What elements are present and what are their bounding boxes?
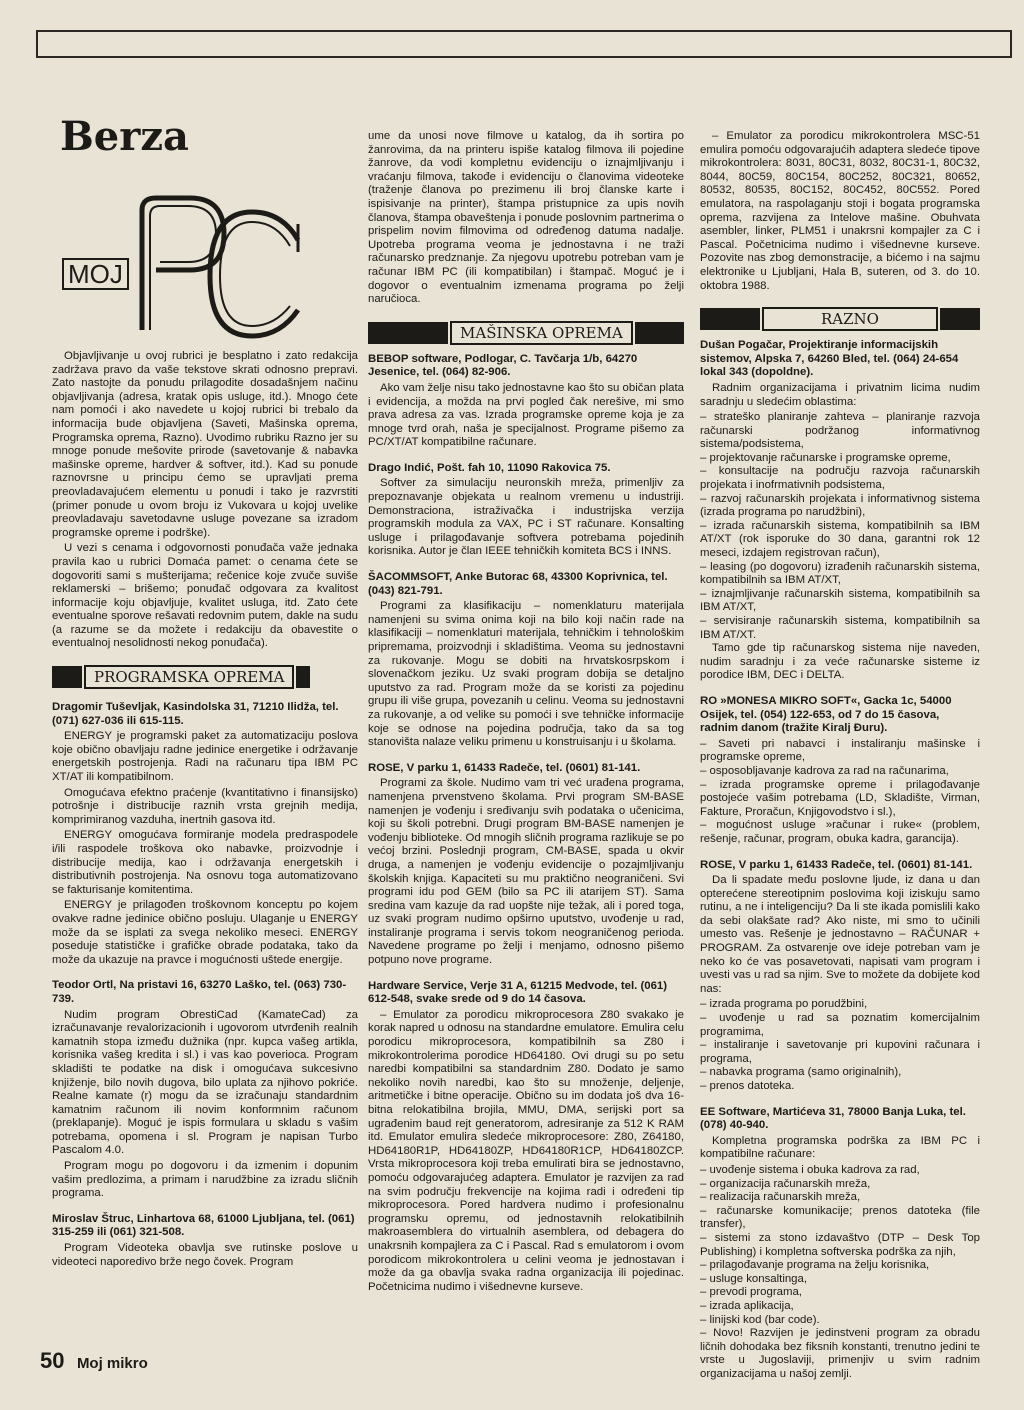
ad-heading-bebop: BEBOP software, Podlogar, C. Tavčarja 1/b, 64270 Jesenice, tel. (064) 82-906. (368, 352, 638, 379)
ad-text: ENERGY je programski paket za automatizaciju poslova koje obično obavljaju radne jedinice energetike i održavanje energetskih postrojenja. Radi na računaru tipa IBM PC XT/AT ili kompatibilnom. (52, 730, 358, 784)
list-item: – osposobljavanje kadrova za rad na računarima, (700, 765, 980, 779)
ad-heading-sacommsoft: ŠACOMMSOFT, Anke Butorac 68, 43300 Koprivnica, tel. (043) 821-791. (368, 571, 668, 597)
service-list (700, 998, 980, 1093)
section-title: PROGRAMSKA OPREMA (84, 665, 294, 689)
list-item: – organizacija računarskih mreža, (700, 1178, 980, 1192)
ad-text: Kompletna programska podrška za IBM PC i kompatibilne računare: (700, 1134, 980, 1161)
ad-text: Tamo gde tip računarskog sistema nije naveden, nudim saradnju i za veće računarske sisteme iz porodice IBM, DEC i DELTA. (700, 642, 980, 682)
ad-text: Nudim program ObrestiCad (KamateCad) za izračunavanje revalorizacionih i ugovorom utvrđenih realnih kamatnih stopa između dužnika (npr. kupca vašeg artikla, korisnika vašeg kredita i sl.) i vas kao poverioca. Program skladišti te podatke na disk i omogućava sukcesivno knjiženje, bilo novih dugova, bilo uplata za njihovo pokriće. Realne kamate (r) mogu da se izračunaju standardnim kamatnim računom ili novim konformnim računom (preklapanje). Moguć je ispis formulara u skladu s vašim potrebama, opomena i sl. Program je napisan Turbo Pascalom 4.0. (52, 1008, 358, 1157)
ad-text: Radnim organizacijama i privatnim licima nudim saradnju u sledećim oblastima: (700, 381, 980, 408)
ad-text: ENERGY omogućava formiranje modela predraspodele i/ili raspodele troškova oko nabavke, proizvodnje i distribucije medija, kao i održavanja energetskih i distributivnih postrojenja. Na osnovu toga automatizovano se fakturisanje komitentima. (52, 829, 358, 896)
list-item: – projektovanje računarske i programske opreme, (700, 452, 980, 466)
ad-text: Program Videoteka obavlja sve rutinske poslove u videoteci naporedivo brže nego čovek. Program (52, 1242, 358, 1268)
list-item: – nabavka programa (samo originalnih), (700, 1066, 980, 1080)
service-list (700, 411, 980, 642)
list-item: – računarske komunikacije; prenos datoteka (file transfer), (700, 1205, 980, 1232)
column-3 (700, 130, 980, 1381)
page-number: 50 (40, 1348, 65, 1373)
intro-paragraph-2: U vezi s cenama i odgovornosti ponuđača važe jednaka pravila kao u rubrici Domaća pamet: o cenama ćete se dogovoriti sami s mušterijama; rečenice koje zvuče suviše reklamerski – brišemo; ponuđač odgovara za kvalitost informacije koju objavljuje, kvalitet usluga, itd. Zato ćete eventualne sporove rešavati redovnim putem, dakle na sudu (a razume se da možete i redakciju da obavestite o eventualnoj nesolidnosti nekog ponuđača). (52, 542, 358, 650)
list-item: – Saveti pri nabavci i instaliranju mašinske i programske opreme, (700, 738, 980, 765)
continued-text: – Emulator za porodicu mikrokontrolera MSC-51 emulira pomoću odgovarajućih adaptera sledeće tipove mikrokontrolera: 8031, 80C31, 8032, 80C31-1, 80C32, 8044, 80C59, 80C154, 80C252, 80C321, 80652, 80532, 80535, 80C152, 80C452, 80C552. Pored emulatora, na raspolaganju stoji i bogata programska oprema, razvijena za Intelove mašine. Obuhvata asembler, linker, PLM51 i unakrsni kompajler za C i Pascal. Početnicima nudimo i višednevne kurseve. Pozovite nas zbog demonstracije, a bićemo i na sajmu elektronike u Ljubljani, Hala B, suteren, od 3. do 10. oktobra 1988. (700, 130, 980, 292)
list-item: – uvođenje sistema i obuka kadrova za rad, (700, 1164, 980, 1178)
list-item: – sistemi za stono izdavaštvo (DTP – Desk Top Publishing) i kompletna softverska podrška za njih, (700, 1232, 980, 1259)
list-item: – izrada programske opreme i prilagođavanje postojeće vašim potrebama (LD, Skladište, Virman, Fakture, Proračun, Knjigovodstvo i sl.), (700, 779, 980, 820)
ad-text: Programi za klasifikaciju – nomenklaturu materijala namenjeni su svima onima koji na bilo koji način rade na klasifikaciji – nomenklaturi materijala, tehničkim i tehnološkim pripremama, proizvodnji i skladištima. Veoma su jednostavni za rukovanje. Mogu se dobiti na hrvatskosrpskom i slovenačkom jeziku. Uz svaki program dobija se detaljno uputstvo za rad. Program može da se koristi za pojedinu grupu ili više grupa, povezanih u celinu. Veoma su jednostavni za rukovanje, a od velike su pomoći i sve tehničke informacije koje se odnose na pojedina područja, tako da sa tog stanovišta nalaze veliku primenu u konstruisanju i u školama. (368, 600, 684, 749)
column-2 (368, 130, 684, 1296)
ad-heading-rose-2: ROSE, V parku 1, 61433 Radeče, tel. (0601) 81-141. (700, 858, 973, 871)
section-title: MAŠINSKA OPREMA (450, 321, 633, 345)
list-item: – linijski kod (bar code). (700, 1314, 980, 1328)
ad-heading-indic: Drago Indić, Pošt. fah 10, 11090 Rakovica 75. (368, 461, 611, 474)
ad-text: Da li spadate među poslovne ljude, iz dana u dan opterećene stereotipnim poslovima koji iziskuju samo rutinu, a ne i inteligenciju? Da li ste ikada pomislili kako da sebi olakšate rad? Ako niste, mi smo to učinili umesto vas. Rešenje je jednostavno – RAČUNAR + PROGRAM. Za ostvarenje ove ideje potreban vam je neko ko će vas posavetovati, napisati vam program i uvesti vas u rad sa njim. Sve to možete da dobijete kod nas: (700, 874, 980, 995)
list-item: – uvođenje u rad sa poznatim komercijalnim programima, (700, 1012, 980, 1039)
list-item: – konsultacije na području razvoja računarskih projekata i inofrmativnih podsistema, (700, 465, 980, 492)
pc-logo-icon (112, 190, 312, 340)
list-item: – izrada računarskih sistema, kompatibilnih sa IBM AT/XT (rok isporuke do 30 dana, garantni rok 12 meseci, izdajem registrovan račun), (700, 520, 980, 561)
ad-text: Program mogu po dogovoru i da izmenim i dopunim vašim predlozima, a primam i narudžbine za izradu sličnih programa. (52, 1160, 358, 1200)
logo-moj: MOJ (62, 258, 129, 290)
ad-text: Ako vam želje nisu tako jednostavne kao što su običan plata i evidencija, a možda na prvi pogled čak nerešive, mi smo prava adresa za vas. Izrada programske opreme koja je za mnoge tvrd orah, naša je specijalnost. Programe pišemo za PC/XT/AT kompatibilne računare. (368, 381, 684, 449)
list-item: – izrada programa po porudžbini, (700, 998, 980, 1012)
list-item: – Novo! Razvijen je jedinstveni program za obradu ličnih dohodaka bez fiksnih konstanti, trenutno jedini te vrste u Jugoslaviji, primenjiv u svim radnim organizacijama u našoj zemlji. (700, 1327, 980, 1381)
list-item: – leasing (po dogovoru) izrađenih računarskih sistema, kompatibilnih sa IBM AT/XT, (700, 561, 980, 588)
section-title: RAZNO (762, 307, 938, 331)
ad-heading-hardware-service: Hardware Service, Verje 31 A, 61215 Medvode, tel. (061) 612-548, svake srede od 9 do 14 časova. (368, 979, 668, 1006)
ad-heading-pogacar: Dušan Pogačar, Projektiranje informacijskih sistemov, Alpska 7, 64260 Bled, tel. (064) 24-654 lokal 343 (dopoldne). (700, 339, 959, 379)
list-item: – mogućnost usluge »računar i ruke« (problem, rešenje, računar, program, obuka kadra, garancija). (700, 819, 980, 846)
ad-text: Omogućava efektno praćenje (kvantitativno i finansijsko) potrošnje i distribucije raznih vrsta grejnih medija, komprimiranog vazduha, inertnih gasova itd. (52, 786, 358, 826)
section-header-masinska-oprema (368, 321, 684, 345)
list-item: – prilagođavanje programa na želju korisnika, (700, 1259, 980, 1273)
top-frame (36, 30, 1012, 58)
ad-text: Programi za škole. Nudimo vam tri već urađena programa, namenjena prvenstveno školama. Prvi program SM-BASE namenjen je vođenju i sređivanju svih podataka o učenicima, koji su školi potrebni. Drugi program BM-BASE namenjen je vođenju biblioteke. Od mnogih sličnih programa razlikuje se po većoj brzini. Poslednji program, CM-BASE, spada u okvir druga, a namenjen je vođenju evidencije o pozajmljivanju školskih knjiga. Kapaciteti su mu praktično neograničeni. Svi programi idu pod GEM (bilo sa PC ili atarijem ST). Sama sredina vam kazuje da rad uopšte nije težak, ali i pored toga, uz svaki program nudimo opširno uputstvo, uvođenje u rad, instaliranje programa i servis tokom neograničenog perioda. Navedene programe po želji i menjamo, odnosno pišemo potpuno nove programe. (368, 777, 684, 967)
page-footer (40, 1348, 148, 1374)
service-list (700, 1164, 980, 1382)
list-item: – usluge konsaltinga, (700, 1273, 980, 1287)
ad-heading-ee-software: EE Software, Martićeva 31, 78000 Banja Luka, tel. (078) 40-940. (700, 1105, 966, 1132)
logo-berza: Berza (60, 113, 189, 160)
list-item: – prevodi programa, (700, 1286, 980, 1300)
list-item: – iznajmljivanje računarskih sistema, kompatibilnih sa IBM AT/XT, (700, 588, 980, 615)
list-item: – servisiranje računarskih sistema, kompatibilnih sa IBM AT/XT. (700, 615, 980, 642)
list-item: – izrada aplikacija, (700, 1300, 980, 1314)
list-item: – strateško planiranje zahteva – planiranje razvoja računarski podržanog informativnog sistema/podsistema, (700, 411, 980, 452)
ad-heading-tusevljak: Dragomir Tuševljak, Kasindolska 31, 71210 Ilidža, tel. (071) 627-036 ili 615-115. (52, 701, 339, 727)
service-list (700, 738, 980, 847)
list-item: – instaliranje i savetovanje pri kupovini računara i programa, (700, 1039, 980, 1066)
section-header-programska-oprema (52, 665, 358, 689)
ad-heading-rose: ROSE, V parku 1, 61433 Radeče, tel. (0601) 81-141. (368, 761, 641, 774)
ad-heading-monesa: RO »MONESA MIKRO SOFT«, Gacka 1c, 54000 Osijek, tel. (054) 122-653, od 7 do 15 časova, radnim danom (tražite Kiralj Đuru). (700, 694, 952, 735)
ad-text: ENERGY je prilagođen troškovnom konceptu po kojem ovakve radne jedinice obično posluju. Ulaganje u ENERGY može da se isplati za svega nekoliko meseci. ENERGY poseduje statističke i grafičke obrade podataka, tako da može da ukazuje na pravce i mogućnosti uštede energije. (52, 899, 358, 966)
list-item: – prenos datoteka. (700, 1080, 980, 1094)
ad-text: – Emulator za porodicu mikroprocesora Z80 svakako je korak napred u odnosu na standardne emulatore. Emulira celu porodicu mikroprocesora, kompatibilnih sa Z80 i mikrokontrolerima porodice HD64180. Ovi drugi su po setu naredbi kompatibilni sa standardnim Z80. Dodato je samo nekoliko novih naredbi, kao što su množenje, deljenje, aritmetičke i bitne operacije. Obično su im dodata još dva 16-bitna relokatibilna brojila, MMU, DMA, serijski port sa ugrađenim baud rejt generatorom, adresiranje za 512 K RAM itd. Emulator emulira sledeće mikroprocesore: Z80, Z64180, HD64180R1P, HD64180ZP, HD64180R1CP, HD64180ZCP. Vrsta mikroprocesora koji treba emulirati bira se jednostavno, pomoću odgovarajućeg adaptera. Emulator je razvijen za rad na svim području frekvencije na kojima radi i određeni tip mikroprocesora. Pored hardvera nudimo i profesionalnu programsku opremu, od jednostavnih relokatibilnih makroasemblera do virtualnih asemblera, od debagera do unakrsnih kompajlera za C i Pascal. Rad s emulatorom i ovom porodicom mikrokontrolera u celini veoma je jednostavan i može da ga obavlja svaka radna organizacija ili pojedinac. Početnicima nudimo i višednevne kurseve. (368, 1008, 684, 1293)
berza-moj-pc-logo (52, 113, 358, 350)
ad-heading-struc: Miroslav Štruc, Linhartova 68, 61000 Ljubljana, tel. (061) 315-259 ili (061) 321-508. (52, 1212, 355, 1239)
ad-heading-ortl: Teodor Ortl, Na pristavi 16, 63270 Laško, tel. (063) 730-739. (52, 979, 347, 1005)
magazine-name: Moj mikro (76, 1355, 148, 1372)
list-item: – realizacija računarskih mreža, (700, 1191, 980, 1205)
continued-text: ume da unosi nove filmove u katalog, da ih sortira po žanrovima, da na printeru ispiše katalog filmova ili pojedine žanrove, da vodi kompletnu evidenciju o iznajmljivanju i vraćanju filmova, takođe i evidenciju o članovima videoteke (traženje članova po prezimenu ili broj članske karte i ispisivanje na printer), štampa pristupnice za upis novih članova, štampa obaveštenja i ponude poslovnim partnerima o prispelim novim filmovima od određenog datuma nadalje. Upotreba programa veoma je jednostavna i ne traži računarsko predznanje. Za njegovu upotrebu potreban vam je računar IBM PC (ili kompatibilan) i štampač. Moguć je i dogovor o eventualnim izmenama programa po želji naručioca. (368, 130, 684, 306)
column-1 (52, 113, 358, 1271)
ad-text: Softver za simulaciju neuronskih mreža, primenljiv za prepoznavanje objekata u realnom vremenu u industriji. Demonstraciona, istraživačka i industrijska verzija programskih modula za VAX, PC i ST računare. Konsalting usluge i prilagođavanje softvera potrebama pojedinih korisnika. Autor je član IEEE tehničkih komiteta BCS i INNS. (368, 477, 684, 558)
list-item: – razvoj računarskih projekata i informativnog sistema (izrada programa po narudžbini), (700, 493, 980, 520)
section-header-razno (700, 307, 980, 331)
intro-paragraph-1: Objavljivanje u ovoj rubrici je besplatno i zato redakcija zadržava pravo da vaše tekstove skrati odnosno prepravi. Zato nastojte da ponudu prilagodite dosadašnjem načinu objavljivanja (adresa, kratak opis usluge, itd.). Mnogo ćete nam pomoći i ako navedete u kojoj rubrici bi trebalo da informacija bude objavljena (Saveti, Mašinska oprema, Programska oprema, Razno). Uvodimo rubriku Razno jer su mnoge ponude mešovite prirode (savetovanje & nabavka mašinske opreme, hardver & softver, itd.). Kad su ponude raznovrsne u principu ćemo se upravljati prema preovladavajućem elementu u ponudi i tako je razvrstiti (primer ponude u ovom broju iz Vukovara u kojoj uvelike preovladavaju savetodavne usluge povezane sa izradom programske opreme i podrške). (52, 350, 358, 539)
